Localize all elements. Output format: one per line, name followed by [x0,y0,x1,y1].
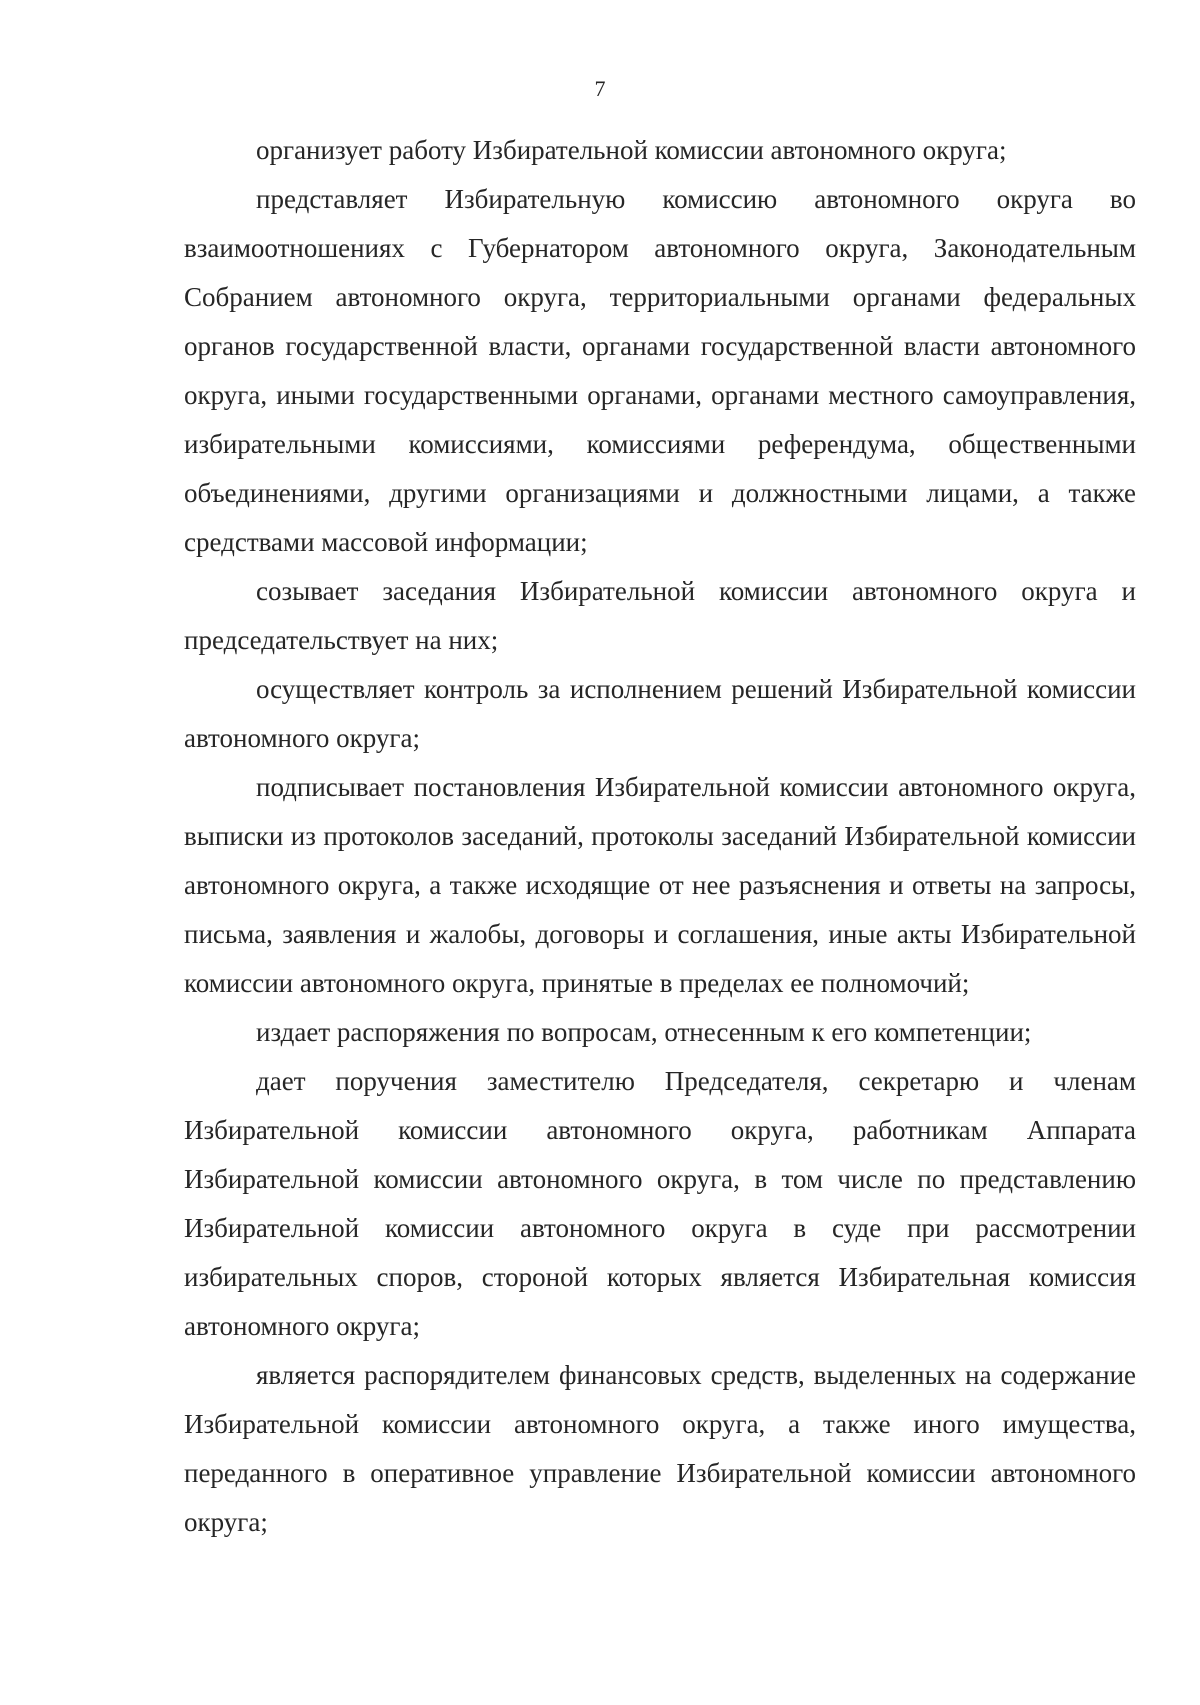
paragraph: организует работу Избирательной комиссии автономного округа; [256,135,1007,165]
paragraph: дает поручения заместителю Председателя, секретарю и членам Избирательной комиссии автономного округа, работникам Аппарата Избирательной комиссии автономного округа, в том числе по представлению Избирательной комиссии автономного округа в суде при рассмотрении избирательных споров, стороной которых является Избирательная комиссия автономного округа; [184,1066,1136,1341]
paragraph: представляет Избирательную комиссию автономного округа во взаимоотношениях с Губернатором автономного округа, Законодательным Собранием автономного округа, территориальными органами федеральных органов государственной власти, органами государственной власти автономного округа, иными государственными органами, органами местного самоуправления, избирательными комиссиями, комиссиями референдума, общественными объединениями, другими организациями и должностными лицами, а также средствами массовой информации; [184,184,1136,557]
paragraph: издает распоряжения по вопросам, отнесенным к его компетенции; [256,1017,1032,1047]
paragraph: созывает заседания Избирательной комиссии автономного округа и председательствует на них; [184,576,1136,655]
paragraph: подписывает постановления Избирательной комиссии автономного округа, выписки из протоколов заседаний, протоколы заседаний Избирательной комиссии автономного округа, а также исходящие от нее разъяснения и ответы на запросы, письма, заявления и жалобы, договоры и соглашения, иные акты Избирательной комиссии автономного округа, принятые в пределах ее полномочий; [184,772,1136,998]
page-number: 7 [594,76,606,101]
document-body [184,126,1136,1547]
paragraph: осуществляет контроль за исполнением решений Избирательной комиссии автономного округа; [184,674,1136,753]
paragraph: является распорядителем финансовых средств, выделенных на содержание Избирательной комиссии автономного округа, а также иного имущества, переданного в оперативное управление Избирательной комиссии автономного округа; [184,1360,1136,1537]
